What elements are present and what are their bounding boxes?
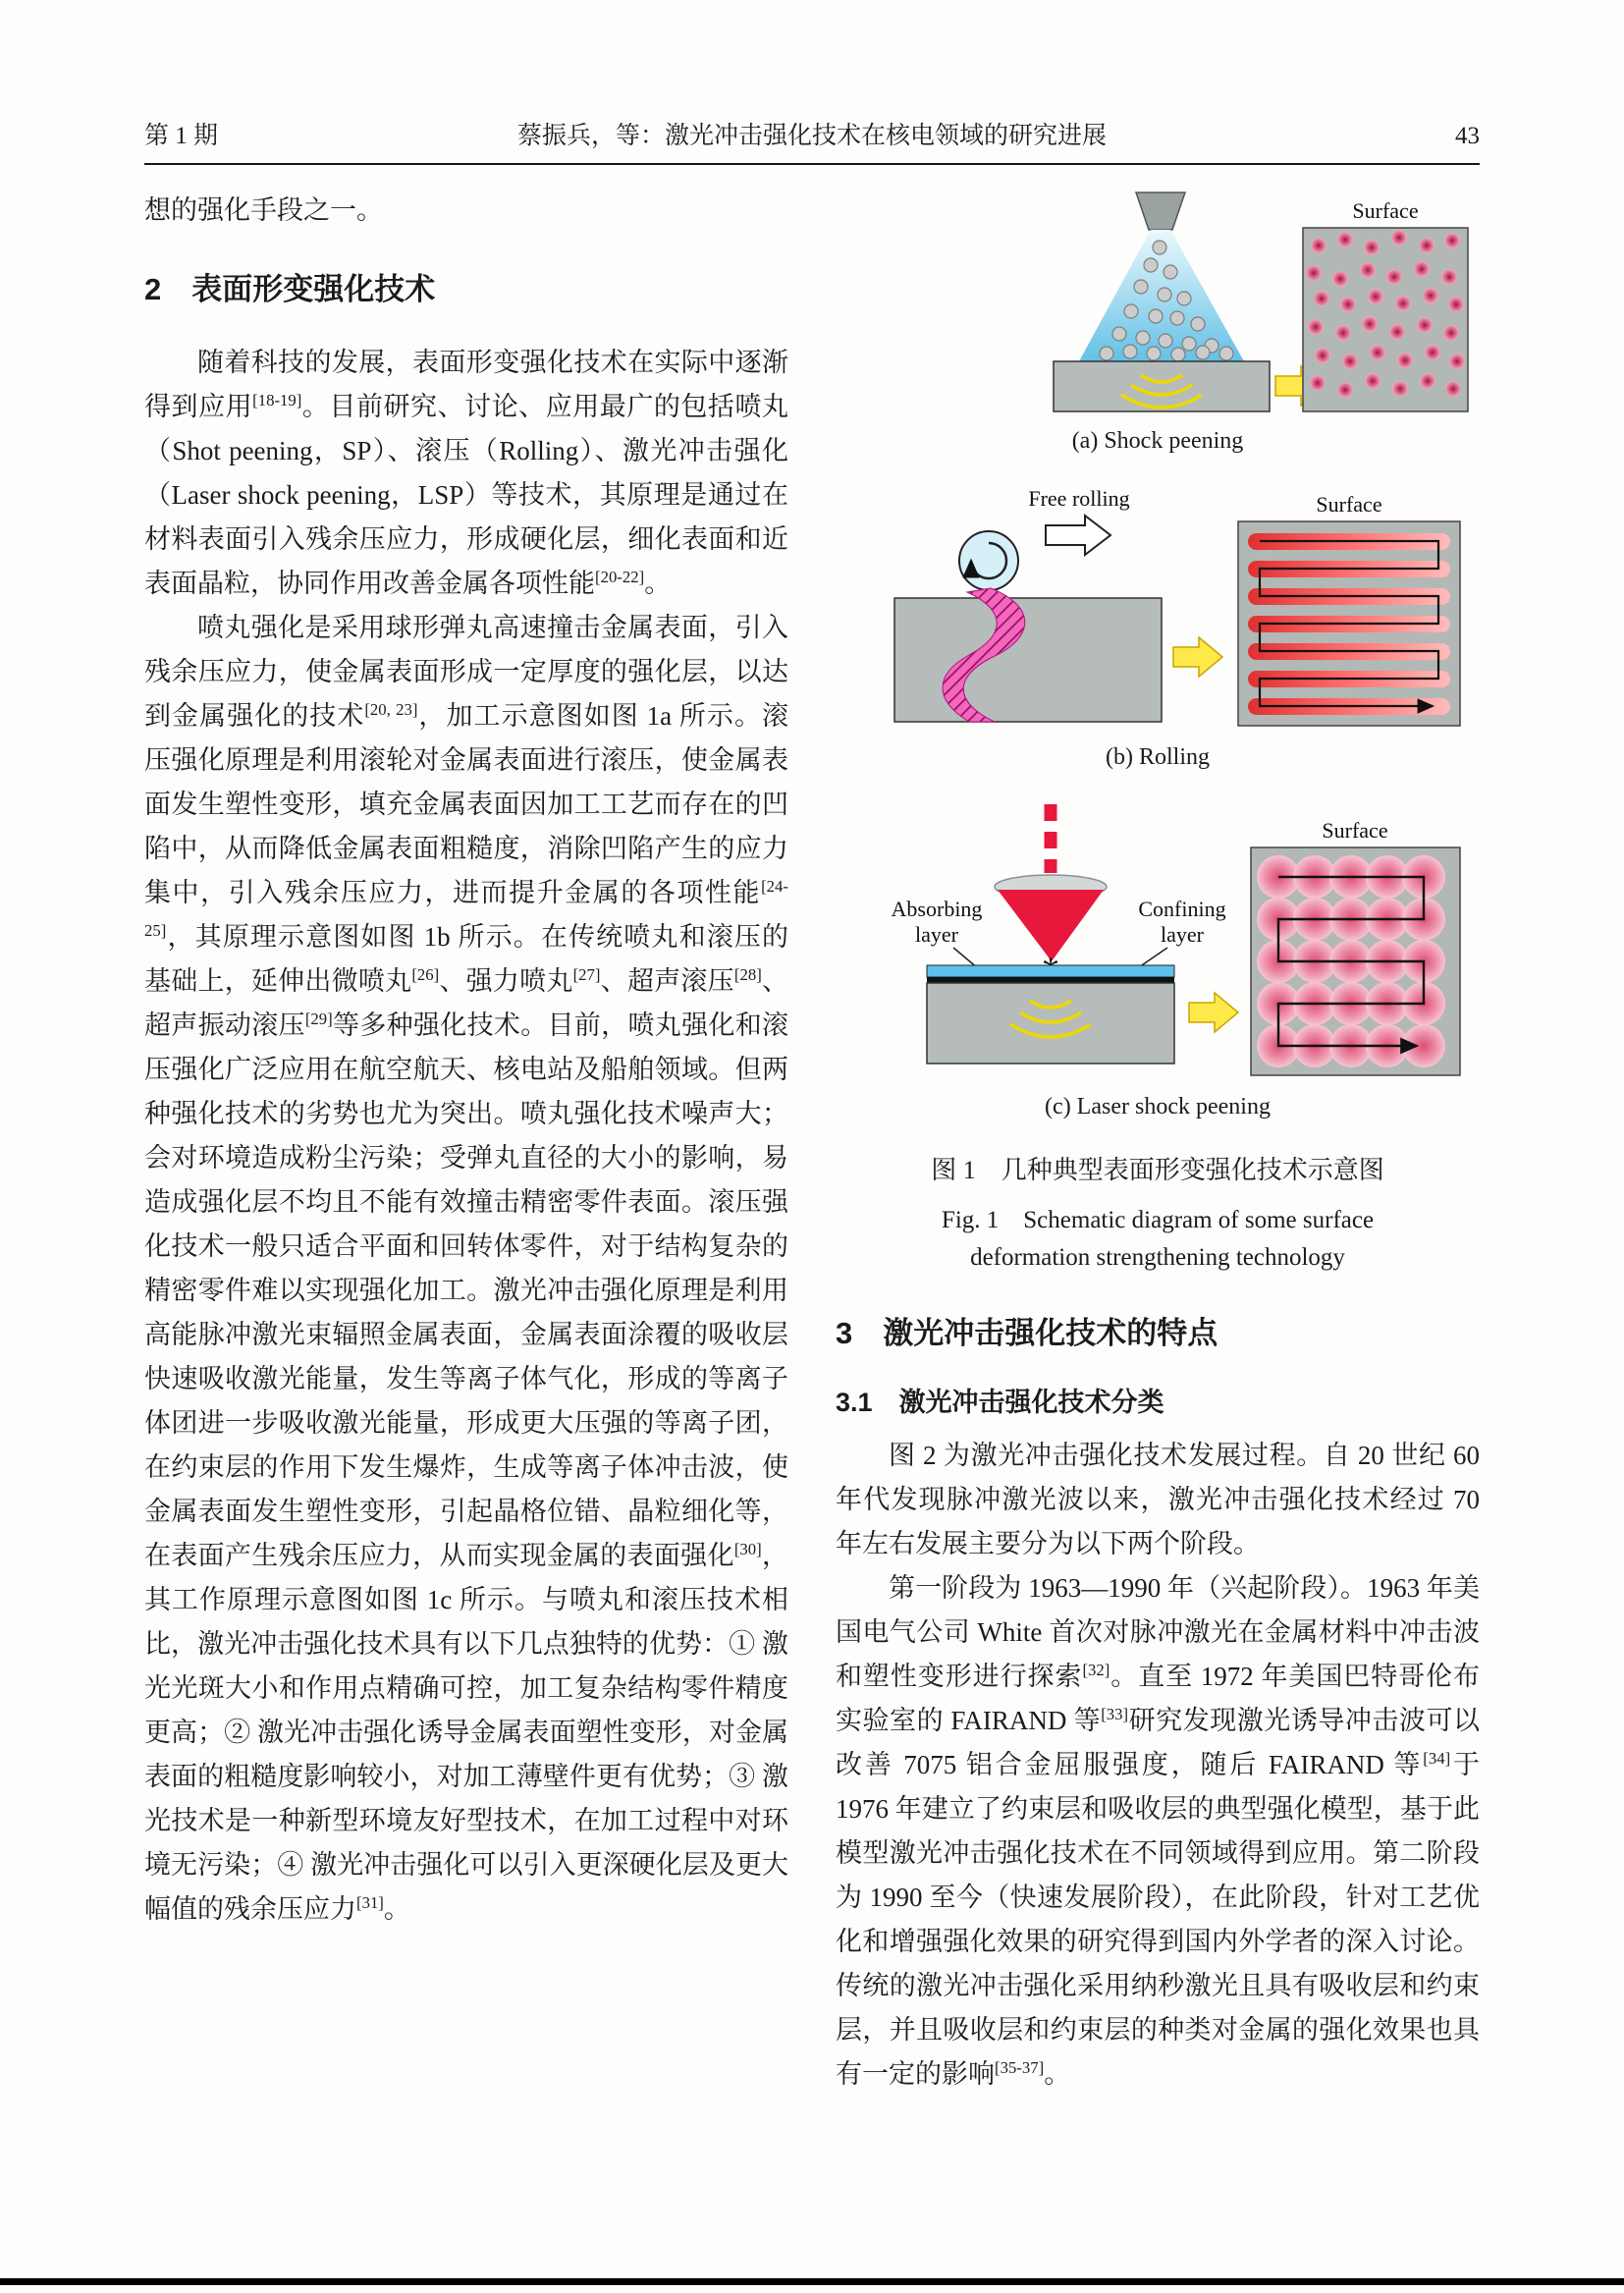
- left-column: [144, 189, 788, 2097]
- surface-label: Surface: [1322, 818, 1388, 843]
- header-issue: 第 1 期: [144, 123, 219, 149]
- subcaption-c: (c) Laser shock peening: [1045, 1094, 1271, 1119]
- body-paragraph: 随着科技的发展，表面形变强化技术在实际中逐渐得到应用[18-19]。目前研究、讨论、应用最广的包括喷丸（Shot peening，SP）、滚压（Rolling）、激光冲击强化（Laser shock peening，LSP）等技术，其原理是通过在材料表面引入残余压应力，形成硬化层，细化表面和近表面晶粒，协同作用改善金属各项性能[20-22]。: [144, 348, 789, 598]
- figure-1-caption-cn: 图 1 几种典型表面形变强化技术示意图: [931, 1156, 1384, 1184]
- body-paragraph: 第一阶段为 1963—1990 年（兴起阶段）。1963 年美国电气公司 White 首次对脉冲激光在金属材料中冲击波和塑性变形进行探索[32]。直至 1972 年美国巴特哥伦布实验室的 FAIRAND 等[33]研究发现激光诱导冲击波可以改善 7075 铝合金屈服强度，随后 FAIRAND 等[34]于 1976 年建立了约束层和吸收层的典型强化模型，基于此模型激光冲击强化技术在不同领域得到应用。第二阶段为 1990 至今（快速发展阶段），在此阶段，针对工艺优化和增强强化效果的研究得到国内外学者的深入讨论。传统的激光冲击强化采用纳秒激光且具有吸收层和约束层，并且吸收层和约束层的种类对金属的强化效果也具有一定的影响[35-37]。: [836, 1573, 1481, 2089]
- figure-1: [836, 189, 1480, 1277]
- figure-1-caption-en: [836, 1202, 1480, 1277]
- right-column: [836, 189, 1480, 2097]
- surface-panel: [1303, 228, 1468, 411]
- confining-layer: [927, 965, 1174, 977]
- confining-layer-label-2: layer: [1161, 922, 1204, 947]
- page-bottom-rule: [0, 2278, 1624, 2285]
- body-paragraph: 喷丸强化是采用球形弹丸高速撞击金属表面，引入残余压应力，使金属表面形成一定厚度的强化层，以达到金属强化的技术[20, 23]，加工示意图如图 1a 所示。滚压强化原理是利用滚轮对金属表面进行滚压，使金属表面发生塑性变形，填充金属表面因加工工艺而存在的凹陷中，从而降低金属表面粗糙度，消除凹陷产生的应力集中，引入残余压应力，进而提升金属的各项性能[24-25]，其原理示意图如图 1b 所示。在传统喷丸和滚压的基础上，延伸出微喷丸[26]、强力喷丸[27]、超声滚压[28]、超声振动滚压[29]等多种强化技术。目前，喷丸强化和滚压强化广泛应用在航空航天、核电站及船舶领域。但两种强化技术的劣势也尤为突出。喷丸强化技术噪声大；会对环境造成粉尘污染；受弹丸直径的大小的影响，易造成强化层不均且不能有效撞击精密零件表面。滚压强化技术一般只适合平面和回转体零件，对于结构复杂的精密零件难以实现强化加工。激光冲击强化原理是利用高能脉冲激光束辐照金属表面，金属表面涂覆的吸收层快速吸收激光能量，发生等离子体气化，形成的等离子体团进一步吸收激光能量，形成更大压强的等离子团，在约束层的作用下发生爆炸，生成等离子体冲击波，使金属表面发生塑性变形，引起晶格位错、晶粒细化等，在表面产生残余压应力，从而实现金属的表面强化[30]，其工作原理示意图如图 1c 所示。与喷丸和滚压技术相比，激光冲击强化技术具有以下几点独特的优势：① 激光光斑大小和作用点精确可控，加工复杂结构零件精度更高；② 激光冲击强化诱导金属表面塑性变形，对金属表面的粗糙度影响较小，对加工薄壁件更有优势；③ 激光技术是一种新型环境友好型技术，在加工过程中对环境无污染；④ 激光冲击强化可以引入更深硬化层及更大幅值的残余压应力[31]。: [144, 613, 789, 1924]
- figure-1-caption-en-line2: deformation strengthening technology: [970, 1244, 1345, 1271]
- absorbing-layer: [927, 977, 1174, 983]
- nozzle-icon: [1136, 192, 1185, 230]
- workpiece-block: [894, 598, 1162, 722]
- confining-layer-label: Confining: [1138, 897, 1226, 921]
- shock-peening-diagram: [843, 189, 1472, 419]
- rolling-diagram: [843, 482, 1472, 736]
- section-2-heading: 2 表面形变强化技术: [144, 272, 436, 306]
- subcaption-a: (a) Shock peening: [1071, 428, 1244, 454]
- subcaption-b: (b) Rolling: [1106, 744, 1210, 770]
- roller-icon: [959, 531, 1018, 590]
- section-3-heading: 3 激光冲击强化技术的特点: [836, 1316, 1218, 1350]
- body-paragraph: 想的强化手段之一。: [144, 195, 383, 225]
- figure-1-caption-en-line1: Fig. 1 Schematic diagram of some surface: [941, 1207, 1375, 1233]
- workpiece-block: [1054, 361, 1270, 411]
- header-running-title: 蔡振兵，等：激光冲击强化技术在核电领域的研究进展: [516, 123, 1107, 149]
- header-page-number: 43: [1455, 123, 1480, 149]
- laser-shock-peening-diagram: [843, 798, 1472, 1085]
- body-paragraph: 图 2 为激光冲击强化技术发展过程。自 20 世纪 60 年代发现脉冲激光波以来，激光冲击强化技术经过 70 年左右发展主要分为以下两个阶段。: [836, 1441, 1480, 1558]
- surface-label: Surface: [1316, 492, 1382, 517]
- transfer-arrow-icon: [1189, 993, 1238, 1032]
- absorbing-layer-label: Absorbing: [891, 897, 983, 921]
- surface-label: Surface: [1352, 198, 1419, 223]
- page-header: [144, 116, 1480, 165]
- absorbing-layer-label-2: layer: [915, 922, 958, 947]
- section-3-1-heading: 3.1 激光冲击强化技术分类: [836, 1388, 1164, 1417]
- free-rolling-label: Free rolling: [1028, 486, 1130, 511]
- two-column-body: [144, 189, 1480, 2097]
- rolling-direction-arrow-icon: [1046, 516, 1110, 555]
- transfer-arrow-icon: [1173, 637, 1222, 677]
